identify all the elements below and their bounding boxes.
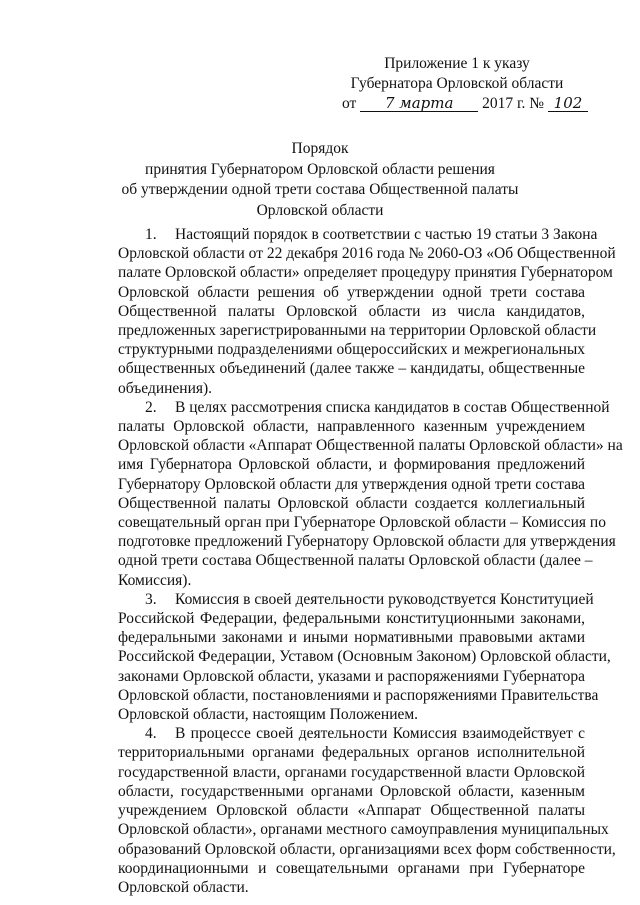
appendix-line-1: Приложение 1 к указу — [384, 55, 530, 72]
text-line — [118, 782, 585, 801]
handwritten-number: 102 — [548, 95, 588, 112]
line-text: совещательный орган при Губернаторе Орловской области – Комиссия по — [118, 514, 606, 532]
line-text: Настоящий порядок в соответствии с частью 19 статьи 3 Закона — [175, 226, 598, 243]
line-text: территориальными органами федеральных органов исполнительной — [118, 744, 585, 762]
paragraph-number: 1. — [145, 226, 157, 243]
line-text: образований Орловской области, организациями всех форм собственности, — [118, 840, 616, 858]
appendix-line-2: Губернатора Орловской области — [350, 75, 564, 92]
text-line — [118, 417, 585, 436]
text-line — [118, 340, 585, 359]
line-text: Общественной палаты Орловской области из числа кандидатов, — [118, 302, 585, 320]
line-text: Губернатору Орловской области для утверждения одной трети состава — [118, 475, 585, 493]
text-line — [118, 878, 585, 897]
line-text: Российской Федерации, федеральными конституционными законами, — [118, 610, 585, 628]
line-text: области, государственными органами Орловской области, казенным — [118, 782, 585, 800]
paragraph-number: 3. — [145, 590, 157, 608]
text-line — [118, 686, 599, 705]
paragraph-3 — [118, 590, 611, 724]
line-text: Комиссия). — [118, 571, 192, 589]
text-line — [118, 859, 585, 878]
line-text: Орловской области, настоящим Положением. — [118, 706, 419, 724]
paragraph-4 — [118, 724, 616, 897]
paragraph-number: 2. — [145, 398, 157, 416]
text-line — [118, 551, 593, 570]
line-text: Орловской области решения об утверждении одной трети состава — [118, 283, 585, 301]
title-line: об утверждении одной трети состава Общественной палаты — [121, 181, 519, 198]
year-number-label: 2017 г. № — [482, 95, 545, 112]
line-text: палате Орловской области» определяет процедуру принятия Губернатором — [118, 264, 613, 282]
line-text: государственной власти, органами государственной власти Орловской — [118, 763, 585, 781]
title-line: Орловской области — [256, 201, 384, 219]
text-line — [118, 302, 585, 321]
line-text: учреждением Орловской области «Аппарат Общественной палаты — [118, 802, 585, 820]
text-line — [118, 763, 585, 782]
text-line — [118, 647, 611, 666]
text-line — [118, 244, 616, 263]
text-line — [118, 283, 585, 302]
text-line — [118, 532, 616, 551]
line-text: В целях рассмотрения списка кандидатов в состав Общественной — [175, 398, 610, 416]
text-line — [118, 455, 585, 474]
handwritten-date: 7 марта — [360, 95, 478, 112]
text-line — [118, 820, 609, 839]
line-text: Общественной палаты Орловской области создается коллегиальный — [118, 494, 585, 512]
line-text: предложенных зарегистрированными на территории Орловской области — [118, 322, 597, 340]
appendix-date-line — [342, 94, 583, 114]
text-line — [118, 840, 616, 859]
text-line — [118, 743, 585, 762]
line-text: В процессе своей деятельности Комиссия взаимодействует с — [175, 725, 585, 743]
line-text: Орловской области», органами местного самоуправления муниципальных — [118, 821, 609, 839]
text-line — [118, 436, 623, 455]
line-text: одной трети состава Общественной палаты Орловской области (далее – — [118, 552, 593, 570]
text-line — [118, 667, 585, 686]
text-line — [118, 494, 585, 513]
text-line — [118, 263, 613, 282]
text-line — [118, 590, 594, 609]
text-line — [118, 801, 585, 820]
document-body — [118, 225, 623, 897]
line-text: структурными подразделениями общероссийских и межрегиональных — [118, 341, 585, 359]
paragraph-number: 4. — [145, 725, 157, 743]
text-line — [118, 475, 585, 494]
line-text: Орловской области от 22 декабря 2016 года № 2060-ОЗ «Об Общественной — [118, 245, 616, 263]
date-prefix: от — [342, 95, 357, 112]
appendix-header — [342, 54, 583, 114]
line-text: Орловской области «Аппарат Общественной палаты Орловской области» на — [118, 437, 623, 455]
line-text: Российской Федерации, Уставом (Основным Законом) Орловской области, — [118, 648, 611, 666]
line-text: федеральными законами и иными нормативными правовыми актами — [118, 629, 585, 647]
text-line — [118, 628, 585, 647]
line-text: имя Губернатора Орловской области, и формирования предложений — [118, 456, 585, 474]
title-line: принятия Губернатором Орловской области решения — [145, 160, 495, 178]
line-text: Орловской области, постановлениями и распоряжениями Правительства — [118, 686, 599, 704]
text-line — [118, 379, 585, 398]
text-line — [118, 513, 606, 532]
text-line — [118, 398, 610, 417]
line-text: объединения). — [118, 379, 213, 397]
line-text: Комиссия в своей деятельности руководствуется Конституцией — [175, 590, 594, 608]
text-line — [118, 609, 585, 628]
text-line — [118, 724, 585, 743]
line-text: законами Орловской области, указами и распоряжениями Губернатора — [118, 667, 585, 685]
line-text: палаты Орловской области, направленного казенным учреждением — [118, 418, 585, 436]
text-line — [118, 225, 598, 244]
paragraph-2 — [118, 398, 623, 590]
line-text: координационными и совещательными органами при Губернаторе — [118, 859, 585, 877]
text-line — [118, 571, 585, 590]
document-title — [0, 139, 640, 221]
line-text: подготовке предложений Губернатору Орловской области для утверждения — [118, 533, 616, 551]
line-text: общественных объединений (далее также – кандидаты, общественные — [118, 360, 585, 378]
text-line — [118, 359, 585, 378]
paragraph-1 — [118, 225, 616, 398]
text-line — [118, 321, 597, 340]
line-text: Орловской области. — [118, 878, 249, 896]
text-line — [118, 705, 585, 724]
title-line: Порядок — [291, 140, 349, 157]
